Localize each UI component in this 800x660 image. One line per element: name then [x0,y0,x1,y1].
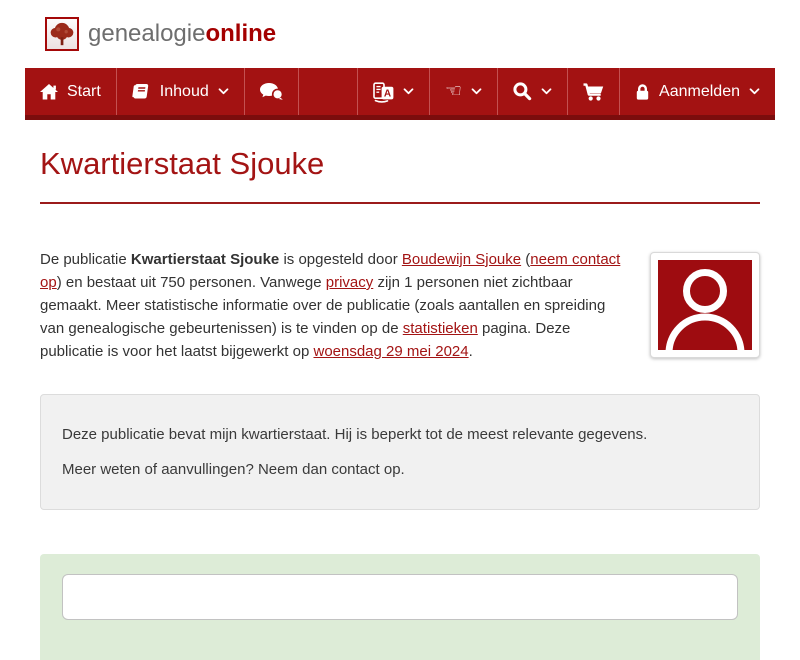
nav-language[interactable] [358,68,430,115]
nav-spacer [299,68,358,115]
lock-icon [635,83,650,101]
nav-container [25,68,775,120]
intro-text: is opgesteld door [279,251,402,268]
intro-text: zijn 1 personen niet zichtbaar gemaakt. Meer statistische informatie over de publicatie (zoals aantallen en spreiding van genealogische gebeurtenissen) is te vinden op de [40,274,606,337]
nav-search[interactable] [498,68,568,115]
nav-inhoud-label: Inhoud [159,82,209,100]
comments-icon [260,83,283,100]
intro-text: De publicatie [40,251,131,268]
nav-recommend[interactable] [430,68,498,115]
nav-inhoud[interactable] [117,68,245,115]
statistics-link[interactable]: statistieken [402,320,478,337]
nav-start[interactable] [25,68,117,115]
publication-name: Kwartierstaat Sjouke [130,251,280,268]
intro-text: . [468,343,473,360]
chevron-down-icon [471,88,482,95]
main-content [25,147,775,660]
brand-title[interactable] [88,22,276,46]
book-icon [132,83,151,100]
page-title: Kwartierstaat Sjouke [40,146,325,181]
home-icon [40,84,58,100]
form-field-input[interactable] [62,574,738,620]
nav-cart[interactable] [568,68,620,115]
brand-title-gray: genealogie [88,20,206,47]
index-form-box [40,554,760,660]
search-icon [513,82,532,101]
nav-messages[interactable] [245,68,299,115]
contact-link[interactable]: neem contact op [40,251,621,291]
note-line: Meer weten of aanvullingen? Neem dan contact op. [62,461,405,478]
privacy-link[interactable]: privacy [325,274,374,291]
intro-text: ) en bestaat uit 750 personen. Vanwege [56,274,326,291]
chevron-down-icon [403,88,414,95]
main-nav [25,68,775,120]
person-silhouette-icon [658,260,752,350]
title-divider [40,202,760,204]
publication-note-box [40,394,760,510]
site-logo[interactable] [45,17,79,51]
author-link[interactable]: Boudewijn Sjouke [401,251,522,268]
intro-text: pagina. Deze publicatie is voor het laatst bijgewerkt op [40,320,571,360]
nav-start-label: Start [67,82,101,100]
intro-section [40,248,760,363]
language-icon [373,80,394,103]
chevron-down-icon [218,88,229,95]
publication-avatar [650,252,760,358]
chevron-down-icon [541,88,552,95]
last-updated-link[interactable]: woensdag 29 mei 2024 [313,343,469,360]
svg-text:A: A [383,88,392,100]
note-line: Deze publicatie bevat mijn kwartierstaat. Hij is beperkt tot de meest relevante gegevens. [62,426,648,443]
intro-text: ( [521,251,531,268]
pointing-hand-icon: ☜ [445,80,463,102]
cart-icon [583,83,604,101]
brand-title-red: online [205,20,277,47]
tree-icon [49,21,75,48]
nav-aanmelden-label: Aanmelden [659,82,740,100]
site-header [0,0,800,68]
chevron-down-icon [749,88,760,95]
nav-aanmelden[interactable] [620,68,775,115]
